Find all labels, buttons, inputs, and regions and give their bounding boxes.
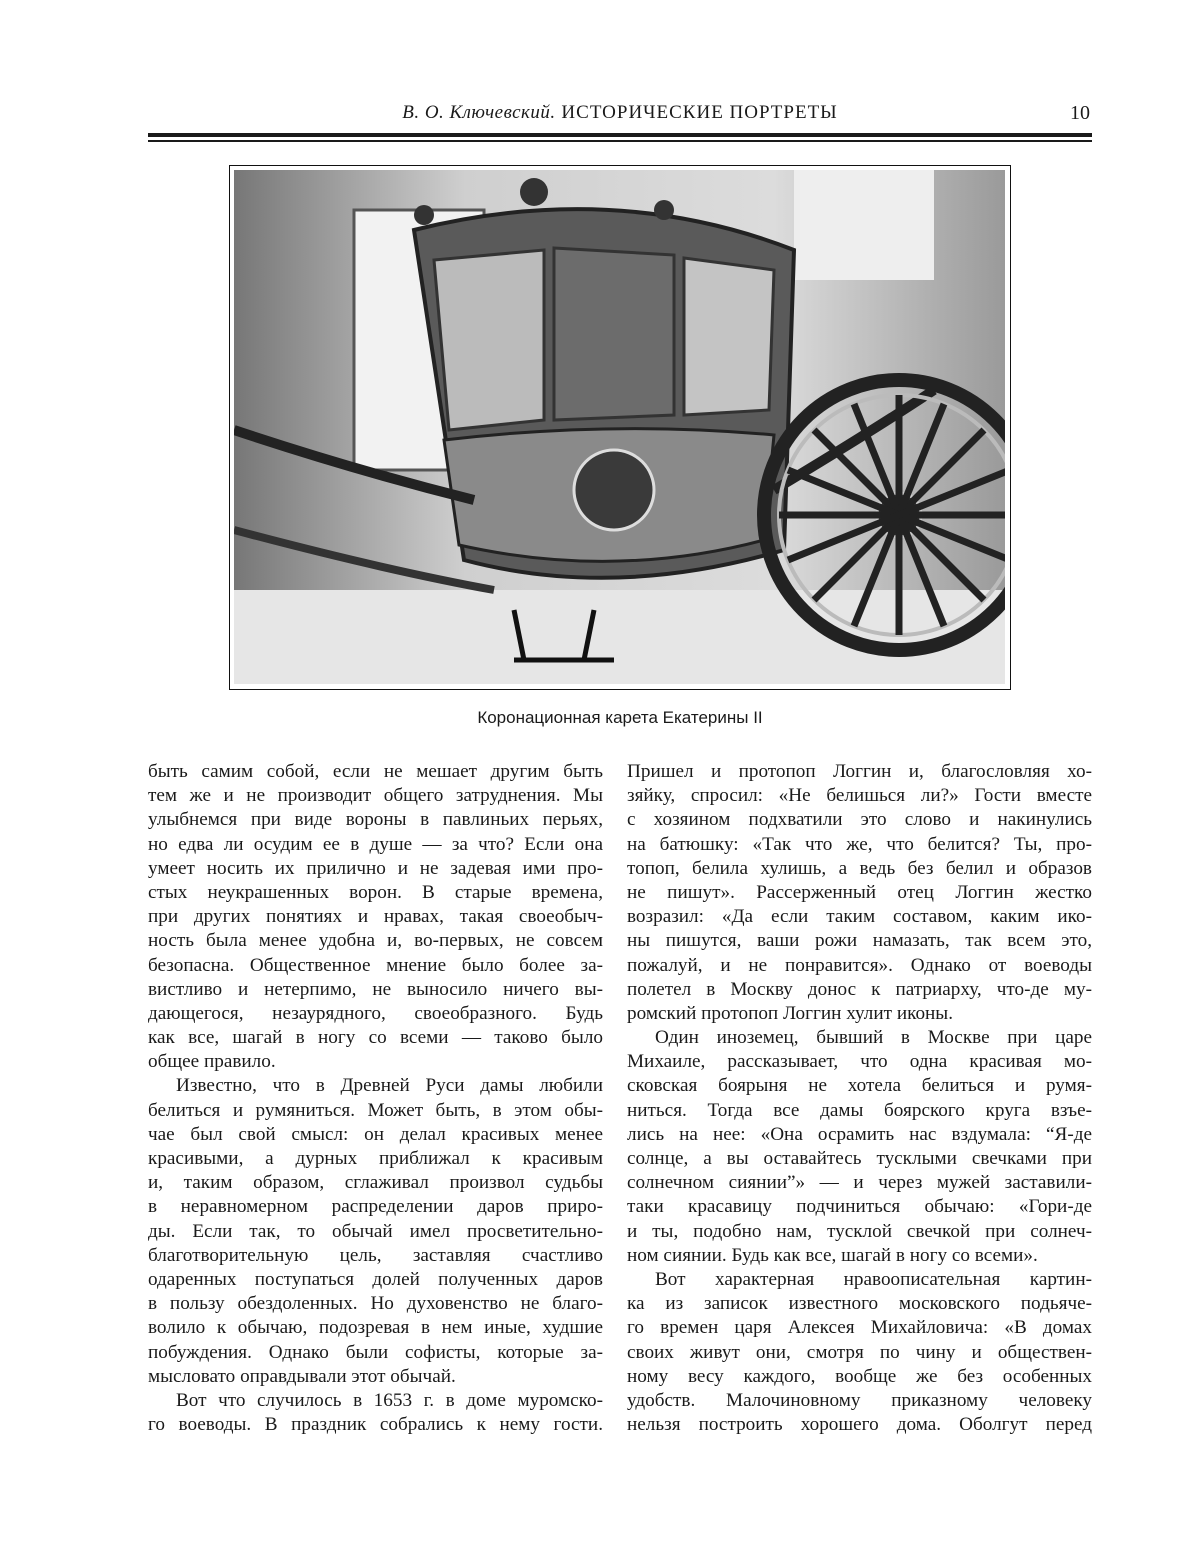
- text-line: чае был свой смысл: он делал красивых менее: [148, 1123, 603, 1145]
- text-line: улыбнемся при виде вороны в павлиньих перьях,: [148, 809, 603, 831]
- text-line: одаренных поступаться долей полученных даров: [148, 1268, 603, 1290]
- text-line: ниться. Тогда все дамы боярского круга взъе-: [627, 1099, 1092, 1121]
- figure-caption: Коронационная карета Екатерины II: [477, 708, 763, 727]
- text-line: и ты, подобно нам, тусклой свечкой при солнеч-: [627, 1220, 1092, 1242]
- running-head-title: [148, 102, 1092, 124]
- text-line: ка из записок известного московского подьяче-: [627, 1293, 1092, 1315]
- text-line: го времен царя Алексея Михайловича: «В домах: [627, 1317, 1092, 1339]
- text-column-left: [148, 760, 603, 1437]
- text-line: нельзя построить хорошего дома. Оболгут перед: [627, 1414, 1092, 1436]
- text-line: Михаиле, рассказывает, что одна красивая мо-: [627, 1051, 1092, 1073]
- text-line: пожалуй, и не понравится». Однако от воеводы: [627, 954, 1092, 976]
- text-line: удобств. Малочиновному приказному человеку: [627, 1389, 1092, 1411]
- author-name: В. О. Ключевский.: [402, 102, 556, 123]
- text-line: красивыми, а дурных приближал к красивым: [148, 1148, 603, 1169]
- text-line: при других понятиях и нравах, такая своеобыч-: [148, 906, 603, 928]
- text-line: Вот что случилось в 1653 г. в доме муромско-: [176, 1389, 603, 1411]
- text-line: безопасна. Общественное мнение было более за-: [148, 954, 603, 976]
- text-line: мысловато оправдывали этот обычай.: [148, 1365, 456, 1387]
- paragraph: [627, 760, 1092, 1026]
- paragraph: [148, 1074, 603, 1388]
- text-line: вистливо и нетерпимо, не выносило ничего вы-: [148, 978, 603, 1000]
- carriage-photo: [229, 165, 1011, 690]
- text-line: Вот характерная нравоописательная картин-: [655, 1268, 1092, 1290]
- page-number: 10: [1070, 102, 1090, 124]
- text-line: зяйку, спросил: «Не белишься ли?» Гости вместе: [627, 785, 1092, 807]
- book-title: ИСТОРИЧЕСКИЕ ПОРТРЕТЫ: [561, 102, 838, 123]
- paragraph: [148, 1389, 603, 1437]
- text-line: ном сиянии. Будь как все, шагай в ногу со всеми».: [627, 1244, 1038, 1266]
- text-line: в пользу обездоленных. Но духовенство не благо-: [148, 1293, 603, 1315]
- text-line: и, таким образом, сглаживал произвол судьбы: [148, 1172, 603, 1194]
- text-line: в неравномерном распределении даров приро-: [148, 1196, 603, 1218]
- running-head: [148, 100, 1092, 128]
- text-line: таки красавицу подчиниться обычаю: «Гори-де: [627, 1196, 1092, 1218]
- text-line: общее правило.: [148, 1051, 276, 1073]
- text-line: волило к обычаю, подозревая в нем иные, худшие: [148, 1317, 603, 1339]
- text-line: побуждения. Однако были софисты, которые за-: [148, 1341, 603, 1363]
- text-line: ны пишутся, ваши рожи намазать, так всем это,: [627, 930, 1092, 952]
- text-column-right: [627, 760, 1092, 1437]
- text-line: Один иноземец, бывший в Москве при царе: [655, 1027, 1092, 1049]
- text-line: благотворительную цель, заставляя счастливо: [148, 1244, 603, 1266]
- paragraph: [148, 760, 603, 1074]
- text-line: лись на нее: «Она осрамить нас вздумала: “Я-де: [627, 1123, 1092, 1145]
- text-line: стых неукрашенных ворон. В старые времена,: [148, 881, 603, 903]
- text-line: своих живут они, смотря по чину и обществен-: [627, 1341, 1092, 1363]
- text-line: топоп, белила хулишь, а ведь без белил и образов: [627, 857, 1092, 879]
- text-line: но едва ли осудим ее в душе — за что? Если она: [148, 833, 603, 855]
- text-line: тем же и не производит общего затруднения. Мы: [148, 785, 603, 807]
- text-line: как все, шагай в ногу со всеми — таково было: [148, 1027, 603, 1049]
- text-line: Пришел и протопоп Логгин и, благословляя хо-: [627, 761, 1092, 782]
- carriage-illustration: [234, 170, 1005, 684]
- text-line: солнце, а вы оставайтесь тусклыми свечками при: [627, 1148, 1092, 1169]
- text-line: солнечном сиянии”» — и через мужей заставили-: [627, 1172, 1092, 1194]
- text-line: дающегося, незаурядного, своеобразного. Будь: [148, 1002, 603, 1024]
- text-line: Известно, что в Древней Руси дамы любили: [176, 1075, 603, 1097]
- paragraph: [627, 1268, 1092, 1437]
- text-line: белиться и румяниться. Может быть, в этом обы-: [148, 1099, 603, 1121]
- header-rule-thick: [148, 133, 1092, 137]
- text-line: возразил: «Да если таким составом, каким ико-: [627, 906, 1092, 928]
- text-line: умеет носить их прилично и не задевая ими про-: [148, 857, 603, 879]
- text-line: быть самим собой, если не мешает другим быть: [148, 761, 603, 782]
- paragraph: [627, 1026, 1092, 1268]
- text-line: не пишут». Рассерженный отец Логгин жестко: [627, 881, 1092, 903]
- text-line: с хозяином подхватили это слово и накинулись: [627, 809, 1092, 831]
- text-line: на батюшку: «Так что же, что белится? Ты, про-: [627, 833, 1092, 855]
- text-line: сковская боярыня не хотела белиться и румя-: [627, 1075, 1092, 1097]
- text-line: ды. Если так, то обычай имел просветительно-: [148, 1220, 603, 1242]
- text-line: ность была менее удобна и, во-первых, не совсем: [148, 930, 603, 952]
- text-line: ному весу каждого, вообще же без особенных: [627, 1365, 1092, 1387]
- header-rule-thin: [148, 140, 1092, 142]
- text-line: полетел в Москву донос к патриарху, что-де му-: [627, 978, 1092, 1000]
- text-line: го воеводы. В праздник собрались к нему гости.: [148, 1414, 603, 1436]
- text-line: ромский протопоп Логгин хулит иконы.: [627, 1002, 953, 1024]
